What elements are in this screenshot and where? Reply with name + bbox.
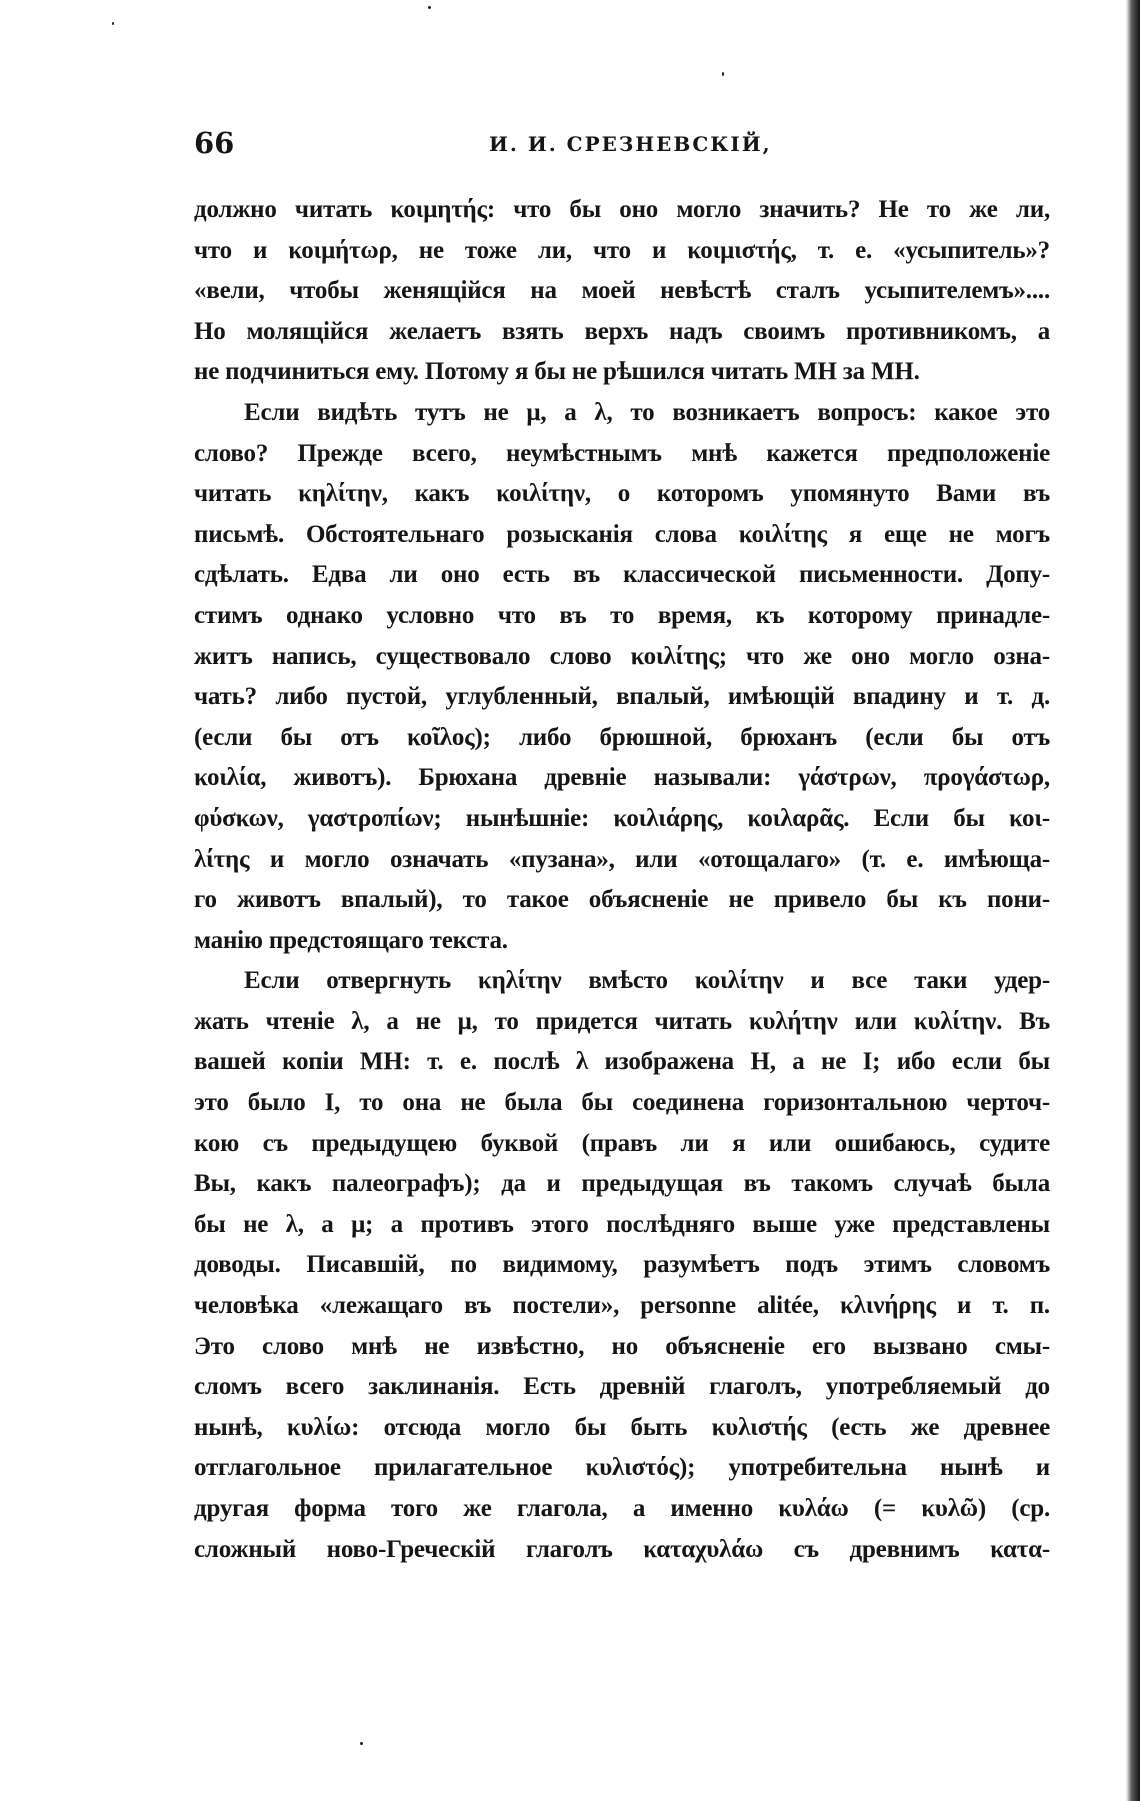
text-line: житъ напись, существовало слово κοιλίτης; что же оно могло озна- xyxy=(194,642,1050,670)
text-line: «вели, чтобы женящійся на моей невѣстѣ сталъ усыпителемъ».... xyxy=(194,277,1050,305)
print-speck xyxy=(722,72,724,76)
text-line: бы не λ, а μ; а противъ этого послѣдняго выше уже представлены xyxy=(194,1210,1050,1238)
running-title: И. И. СРЕЗНЕВСКІЙ, xyxy=(489,132,772,156)
text-line: Если видѣть тутъ не μ, а λ, то возникаетъ вопросъ: какое это xyxy=(244,398,1050,426)
text-line: жать чтеніе λ, а не μ, то придется читать κυλήτην или κυλίτην. Въ xyxy=(194,1007,1050,1035)
text-line: человѣка «лежащаго въ постели», personne alitée, κλινήρης и т. п. xyxy=(194,1292,1050,1320)
text-line: сломъ всего заклинанія. Есть древній глаголъ, употребляемый до xyxy=(194,1373,1050,1401)
text-line: слово? Прежде всего, неумѣстнымъ мнѣ кажется предположеніе xyxy=(194,439,1050,467)
text-line: чать? либо пустой, углубленный, впалый, имѣющій впадину и т. д. xyxy=(194,683,1050,711)
page-number: 66 xyxy=(194,126,235,160)
text-line: другая форма того же глагола, а именно κυλάω (= κυλῶ) (ср. xyxy=(194,1495,1050,1522)
text-line: λίτης и могло означать «пузана», или «отощалаго» (т. е. имѣюща- xyxy=(194,845,1050,873)
book-spine-shadow xyxy=(1126,0,1140,1801)
print-speck xyxy=(360,1742,363,1745)
text-line: манію предстоящаго текста. xyxy=(194,926,508,954)
text-line: Но молящійся желаетъ взять верхъ надъ своимъ противникомъ, а xyxy=(194,317,1050,345)
text-line: φύσκων, γαστροπίων; нынѣшніе: κοιλιάρης, κοιλαρᾶς. Если бы κοι- xyxy=(194,804,1050,832)
text-line: вашей копіи ΜΗ: т. е. послѣ λ изображена Η, а не Ι; ибо если бы xyxy=(194,1048,1050,1076)
text-line: это было Ι, то она не была бы соединена горизонтальною черточ- xyxy=(194,1089,1050,1117)
text-line: κοιλία, животъ). Брюхана древніе называли: γάστρων, προγάστωρ, xyxy=(194,764,1050,792)
text-line: го животъ впалый), то такое объясненіе не привело бы къ пони- xyxy=(194,886,1050,914)
text-line: должно читать κοιμητής: что бы оно могло значить? Не то же ли, xyxy=(194,196,1050,223)
text-line: нынѣ, κυλίω: отсюда могло бы быть κυλιστής (есть же древнее xyxy=(194,1413,1050,1441)
text-line: сложный ново-Греческій глаголъ καταχυλάω съ древнимъ κατα- xyxy=(194,1535,1050,1563)
text-line: не подчиниться ему. Потому я бы не рѣшился читать ΜΗ за ΜΗ. xyxy=(194,358,920,386)
text-line: сдѣлать. Едва ли оно есть въ классической письменности. Допу- xyxy=(194,561,1050,589)
text-line: что и κοιμήτωρ, не тоже ли, что и κοιμιστής, т. е. «усыпитель»? xyxy=(194,236,1050,264)
text-line: стимъ однако условно что въ то время, къ которому принадле- xyxy=(194,601,1050,629)
print-speck xyxy=(428,6,431,9)
text-line: Если отвергнуть κηλίτην вмѣсто κοιλίτην и все таки удер- xyxy=(244,967,1050,995)
text-line: (если бы отъ κοῖλος); либо брюшной, брюханъ (если бы отъ xyxy=(194,723,1050,751)
print-speck xyxy=(112,22,114,25)
text-line: письмѣ. Обстоятельнаго розысканія слова κοιλίτης я еще не могъ xyxy=(194,520,1050,548)
text-line: Это слово мнѣ не извѣстно, но объясненіе его вызвано смы- xyxy=(194,1332,1050,1360)
text-line: отглагольное прилагательное κυλιστός); употребительна нынѣ и xyxy=(194,1454,1050,1482)
text-line: доводы. Писавшій, по видимому, разумѣетъ подъ этимъ словомъ xyxy=(194,1251,1050,1279)
page-header xyxy=(194,126,1044,166)
text-line: Вы, какъ палеографъ); да и предыдущая въ такомъ случаѣ была xyxy=(194,1170,1050,1198)
body-text xyxy=(194,190,1050,1570)
text-line: читать κηλίτην, какъ κοιλίτην, о которомъ упомянуто Вами въ xyxy=(194,480,1050,508)
text-line: кою съ предыдущею буквой (правъ ли я или ошибаюсь, судите xyxy=(194,1129,1050,1157)
